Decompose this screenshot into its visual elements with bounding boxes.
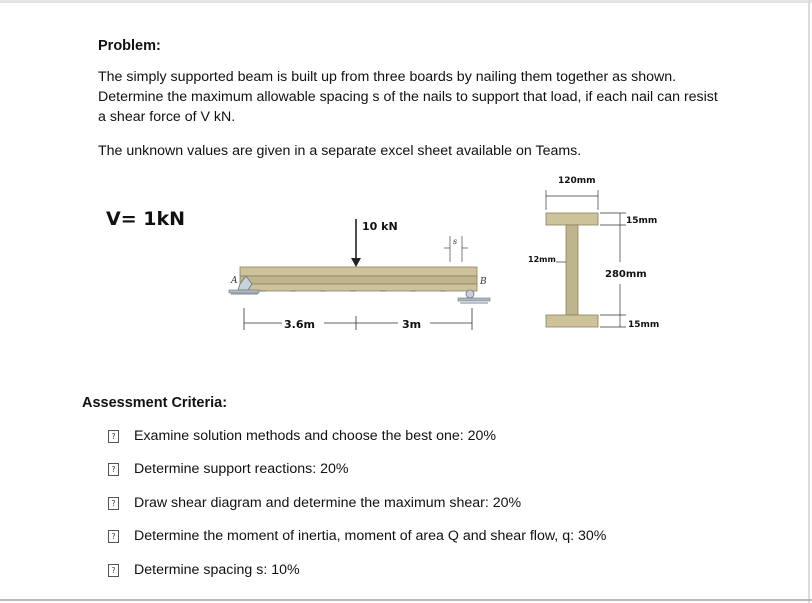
- span-right-label: 3m: [402, 318, 422, 331]
- shear-force-label: V= 1kN: [106, 208, 185, 230]
- checkbox-icon: ?: [108, 564, 119, 577]
- problem-heading: Problem:: [98, 38, 161, 54]
- bottom-flange-dim: [600, 315, 626, 327]
- problem-line-3: a shear force of V kN.: [98, 109, 236, 125]
- web-thickness-label: 12mm: [528, 255, 556, 264]
- checkbox-icon: ?: [108, 497, 119, 510]
- problem-line-2: Determine the maximum allowable spacing s of the nails to support that load, if each nail can resist: [98, 89, 718, 105]
- checkbox-icon: ?: [108, 530, 119, 543]
- assessment-heading: Assessment Criteria:: [82, 395, 228, 411]
- span-dimension: [244, 308, 472, 330]
- support-b: [458, 290, 490, 303]
- criteria-text: Draw shear diagram and determine the maximum shear: 20%: [134, 495, 522, 511]
- criteria-item: [108, 428, 496, 444]
- spacing-label: s: [453, 237, 458, 246]
- checkbox-icon: ?: [108, 430, 119, 443]
- criteria-item: [108, 528, 606, 544]
- flange-width-label: 120mm: [558, 176, 596, 186]
- flange-width-dim: [546, 190, 598, 210]
- web-height-label: 280mm: [605, 269, 647, 280]
- criteria-item: [108, 461, 349, 477]
- i-section: [546, 213, 598, 327]
- load-arrow: [351, 219, 361, 267]
- top-flange-dim: [600, 213, 626, 225]
- criteria-text: Determine spacing s: 10%: [134, 562, 300, 578]
- load-label: 10 kN: [362, 220, 398, 233]
- problem-note: The unknown values are given in a separate excel sheet available on Teams.: [98, 143, 582, 159]
- support-b-label: B: [480, 277, 487, 287]
- problem-line-1: The simply supported beam is built up from three boards by nailing them together as shown.: [98, 69, 677, 85]
- criteria-item: [108, 562, 300, 578]
- criteria-text: Examine solution methods and choose the best one: 20%: [134, 428, 497, 444]
- criteria-text: Determine support reactions: 20%: [134, 461, 349, 477]
- criteria-text: Determine the moment of inertia, moment of area Q and shear flow, q: 30%: [134, 528, 607, 544]
- checkbox-icon: ?: [108, 463, 119, 476]
- beam: [240, 267, 477, 291]
- span-left-label: 3.6m: [284, 318, 315, 331]
- criteria-item: [108, 495, 521, 511]
- bottom-flange-label: 15mm: [628, 320, 660, 330]
- top-flange-label: 15mm: [626, 216, 658, 226]
- support-a-label: A: [231, 276, 238, 286]
